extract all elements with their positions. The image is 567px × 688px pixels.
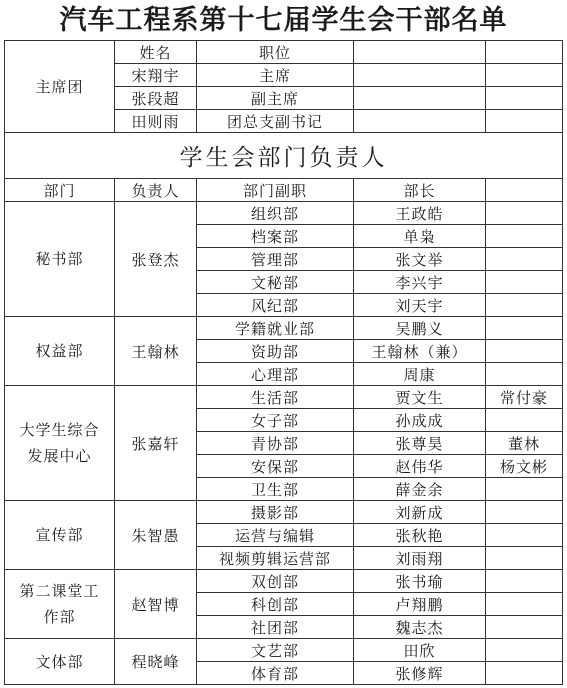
empty-cell bbox=[486, 110, 563, 133]
minister-name: 刘雨翔 bbox=[354, 547, 486, 570]
sub-department: 风纪部 bbox=[197, 294, 354, 317]
minister-name: 孙成成 bbox=[354, 409, 486, 432]
department-row bbox=[5, 202, 563, 225]
department-name-text: 文体部 bbox=[35, 652, 84, 671]
sub-department: 摄影部 bbox=[197, 501, 354, 524]
additional-member: 杨文彬 bbox=[486, 455, 563, 478]
sub-department-column-header: 部门副职 bbox=[197, 179, 354, 202]
presidium-member-name: 宋翔宇 bbox=[115, 64, 197, 87]
department-name bbox=[5, 570, 115, 639]
minister-name: 薛金余 bbox=[354, 478, 486, 501]
minister-name: 张书瑜 bbox=[354, 570, 486, 593]
sub-department: 女子部 bbox=[197, 409, 354, 432]
empty-cell bbox=[354, 64, 486, 87]
department-leader: 赵智博 bbox=[115, 570, 197, 639]
sub-department: 文秘部 bbox=[197, 271, 354, 294]
department-name-text: 权益部 bbox=[35, 342, 84, 360]
sub-department: 学籍就业部 bbox=[197, 317, 354, 340]
department-name-text: 宣传部 bbox=[35, 526, 84, 544]
minister-name: 张修辉 bbox=[354, 662, 486, 685]
department-name bbox=[5, 501, 115, 570]
department-leader: 程晓峰 bbox=[115, 639, 197, 685]
department-leader: 张嘉轩 bbox=[115, 386, 197, 501]
presidium-name-header: 姓名 bbox=[115, 41, 197, 64]
empty-cell bbox=[486, 616, 563, 639]
minister-name: 卢翔鹏 bbox=[354, 593, 486, 616]
additional-member: 常付豪 bbox=[486, 386, 563, 409]
minister-name: 田欣 bbox=[354, 639, 486, 662]
subtitle-row bbox=[5, 133, 563, 179]
empty-cell bbox=[486, 639, 563, 662]
empty-cell bbox=[486, 340, 563, 363]
empty-cell bbox=[354, 41, 486, 64]
presidium-member-name: 田则雨 bbox=[115, 110, 197, 133]
empty-cell bbox=[486, 570, 563, 593]
presidium-label: 主席团 bbox=[5, 41, 115, 133]
minister-name: 李兴宇 bbox=[354, 271, 486, 294]
department-leader: 张登杰 bbox=[115, 202, 197, 317]
sub-department: 管理部 bbox=[197, 248, 354, 271]
department-row bbox=[5, 501, 563, 524]
department-row bbox=[5, 639, 563, 662]
minister-name: 刘新成 bbox=[354, 501, 486, 524]
empty-cell bbox=[486, 202, 563, 225]
minister-name: 赵伟华 bbox=[354, 455, 486, 478]
sub-department: 档案部 bbox=[197, 225, 354, 248]
presidium-member-position: 团总支副书记 bbox=[197, 110, 354, 133]
empty-cell bbox=[486, 87, 563, 110]
sub-department: 资助部 bbox=[197, 340, 354, 363]
department-leader: 王翰林 bbox=[115, 317, 197, 386]
sub-department: 运营与编辑 bbox=[197, 524, 354, 547]
department-name bbox=[5, 386, 115, 501]
leader-column-header: 负责人 bbox=[115, 179, 197, 202]
sub-department: 科创部 bbox=[197, 593, 354, 616]
sub-department: 青协部 bbox=[197, 432, 354, 455]
presidium-position-header: 职位 bbox=[197, 41, 354, 64]
department-name bbox=[5, 317, 115, 386]
department-row bbox=[5, 570, 563, 593]
minister-name: 刘天宇 bbox=[354, 294, 486, 317]
document-title: 汽车工程系第十七届学生会干部名单 bbox=[59, 5, 508, 36]
presidium-member-position: 主席 bbox=[197, 64, 354, 87]
sub-department: 心理部 bbox=[197, 363, 354, 386]
empty-cell bbox=[354, 87, 486, 110]
minister-name: 贾文生 bbox=[354, 386, 486, 409]
sub-department: 组织部 bbox=[197, 202, 354, 225]
department-name bbox=[5, 202, 115, 317]
empty-cell bbox=[486, 225, 563, 248]
sub-department: 社团部 bbox=[197, 616, 354, 639]
section-subtitle: 学生会部门负责人 bbox=[5, 133, 563, 179]
sub-department: 双创部 bbox=[197, 570, 354, 593]
minister-name: 单枭 bbox=[354, 225, 486, 248]
minister-name: 王政皓 bbox=[354, 202, 486, 225]
presidium-member-name: 张段超 bbox=[115, 87, 197, 110]
minister-name: 张秋艳 bbox=[354, 524, 486, 547]
minister-name: 吴鹏义 bbox=[354, 317, 486, 340]
minister-name: 张尊昊 bbox=[354, 432, 486, 455]
sub-department: 视频剪辑运营部 bbox=[197, 547, 354, 570]
minister-name: 王翰林（兼） bbox=[354, 340, 486, 363]
sub-department: 安保部 bbox=[197, 455, 354, 478]
presidium-member-position: 副主席 bbox=[197, 87, 354, 110]
empty-cell bbox=[486, 294, 563, 317]
empty-cell bbox=[486, 64, 563, 87]
sub-department: 文艺部 bbox=[197, 639, 354, 662]
department-name-text: 第二课堂工作部 bbox=[19, 582, 100, 626]
minister-column-header: 部长 bbox=[354, 179, 486, 202]
minister-name: 张文举 bbox=[354, 248, 486, 271]
sub-department: 生活部 bbox=[197, 386, 354, 409]
empty-cell bbox=[486, 317, 563, 340]
sub-department: 卫生部 bbox=[197, 478, 354, 501]
empty-cell bbox=[486, 41, 563, 64]
minister-name: 魏志杰 bbox=[354, 616, 486, 639]
empty-cell bbox=[486, 501, 563, 524]
department-header-row bbox=[5, 179, 563, 202]
department-row bbox=[5, 317, 563, 340]
empty-cell bbox=[486, 179, 563, 202]
empty-cell bbox=[486, 271, 563, 294]
department-leader: 朱智愚 bbox=[115, 501, 197, 570]
empty-cell bbox=[354, 110, 486, 133]
empty-cell bbox=[486, 363, 563, 386]
empty-cell bbox=[486, 593, 563, 616]
sub-department: 体育部 bbox=[197, 662, 354, 685]
empty-cell bbox=[486, 662, 563, 685]
minister-name: 周康 bbox=[354, 363, 486, 386]
empty-cell bbox=[486, 248, 563, 271]
empty-cell bbox=[486, 409, 563, 432]
roster-body bbox=[5, 41, 563, 685]
additional-member: 董林 bbox=[486, 432, 563, 455]
department-name-text: 大学生综合发展中心 bbox=[19, 421, 100, 465]
department-name-text: 秘书部 bbox=[35, 250, 84, 268]
department-row bbox=[5, 386, 563, 409]
presidium-header-row bbox=[5, 41, 563, 64]
department-column-header: 部门 bbox=[5, 179, 115, 202]
empty-cell bbox=[486, 524, 563, 547]
empty-cell bbox=[486, 547, 563, 570]
empty-cell bbox=[486, 478, 563, 501]
roster-table bbox=[4, 40, 563, 685]
department-name bbox=[5, 639, 115, 685]
